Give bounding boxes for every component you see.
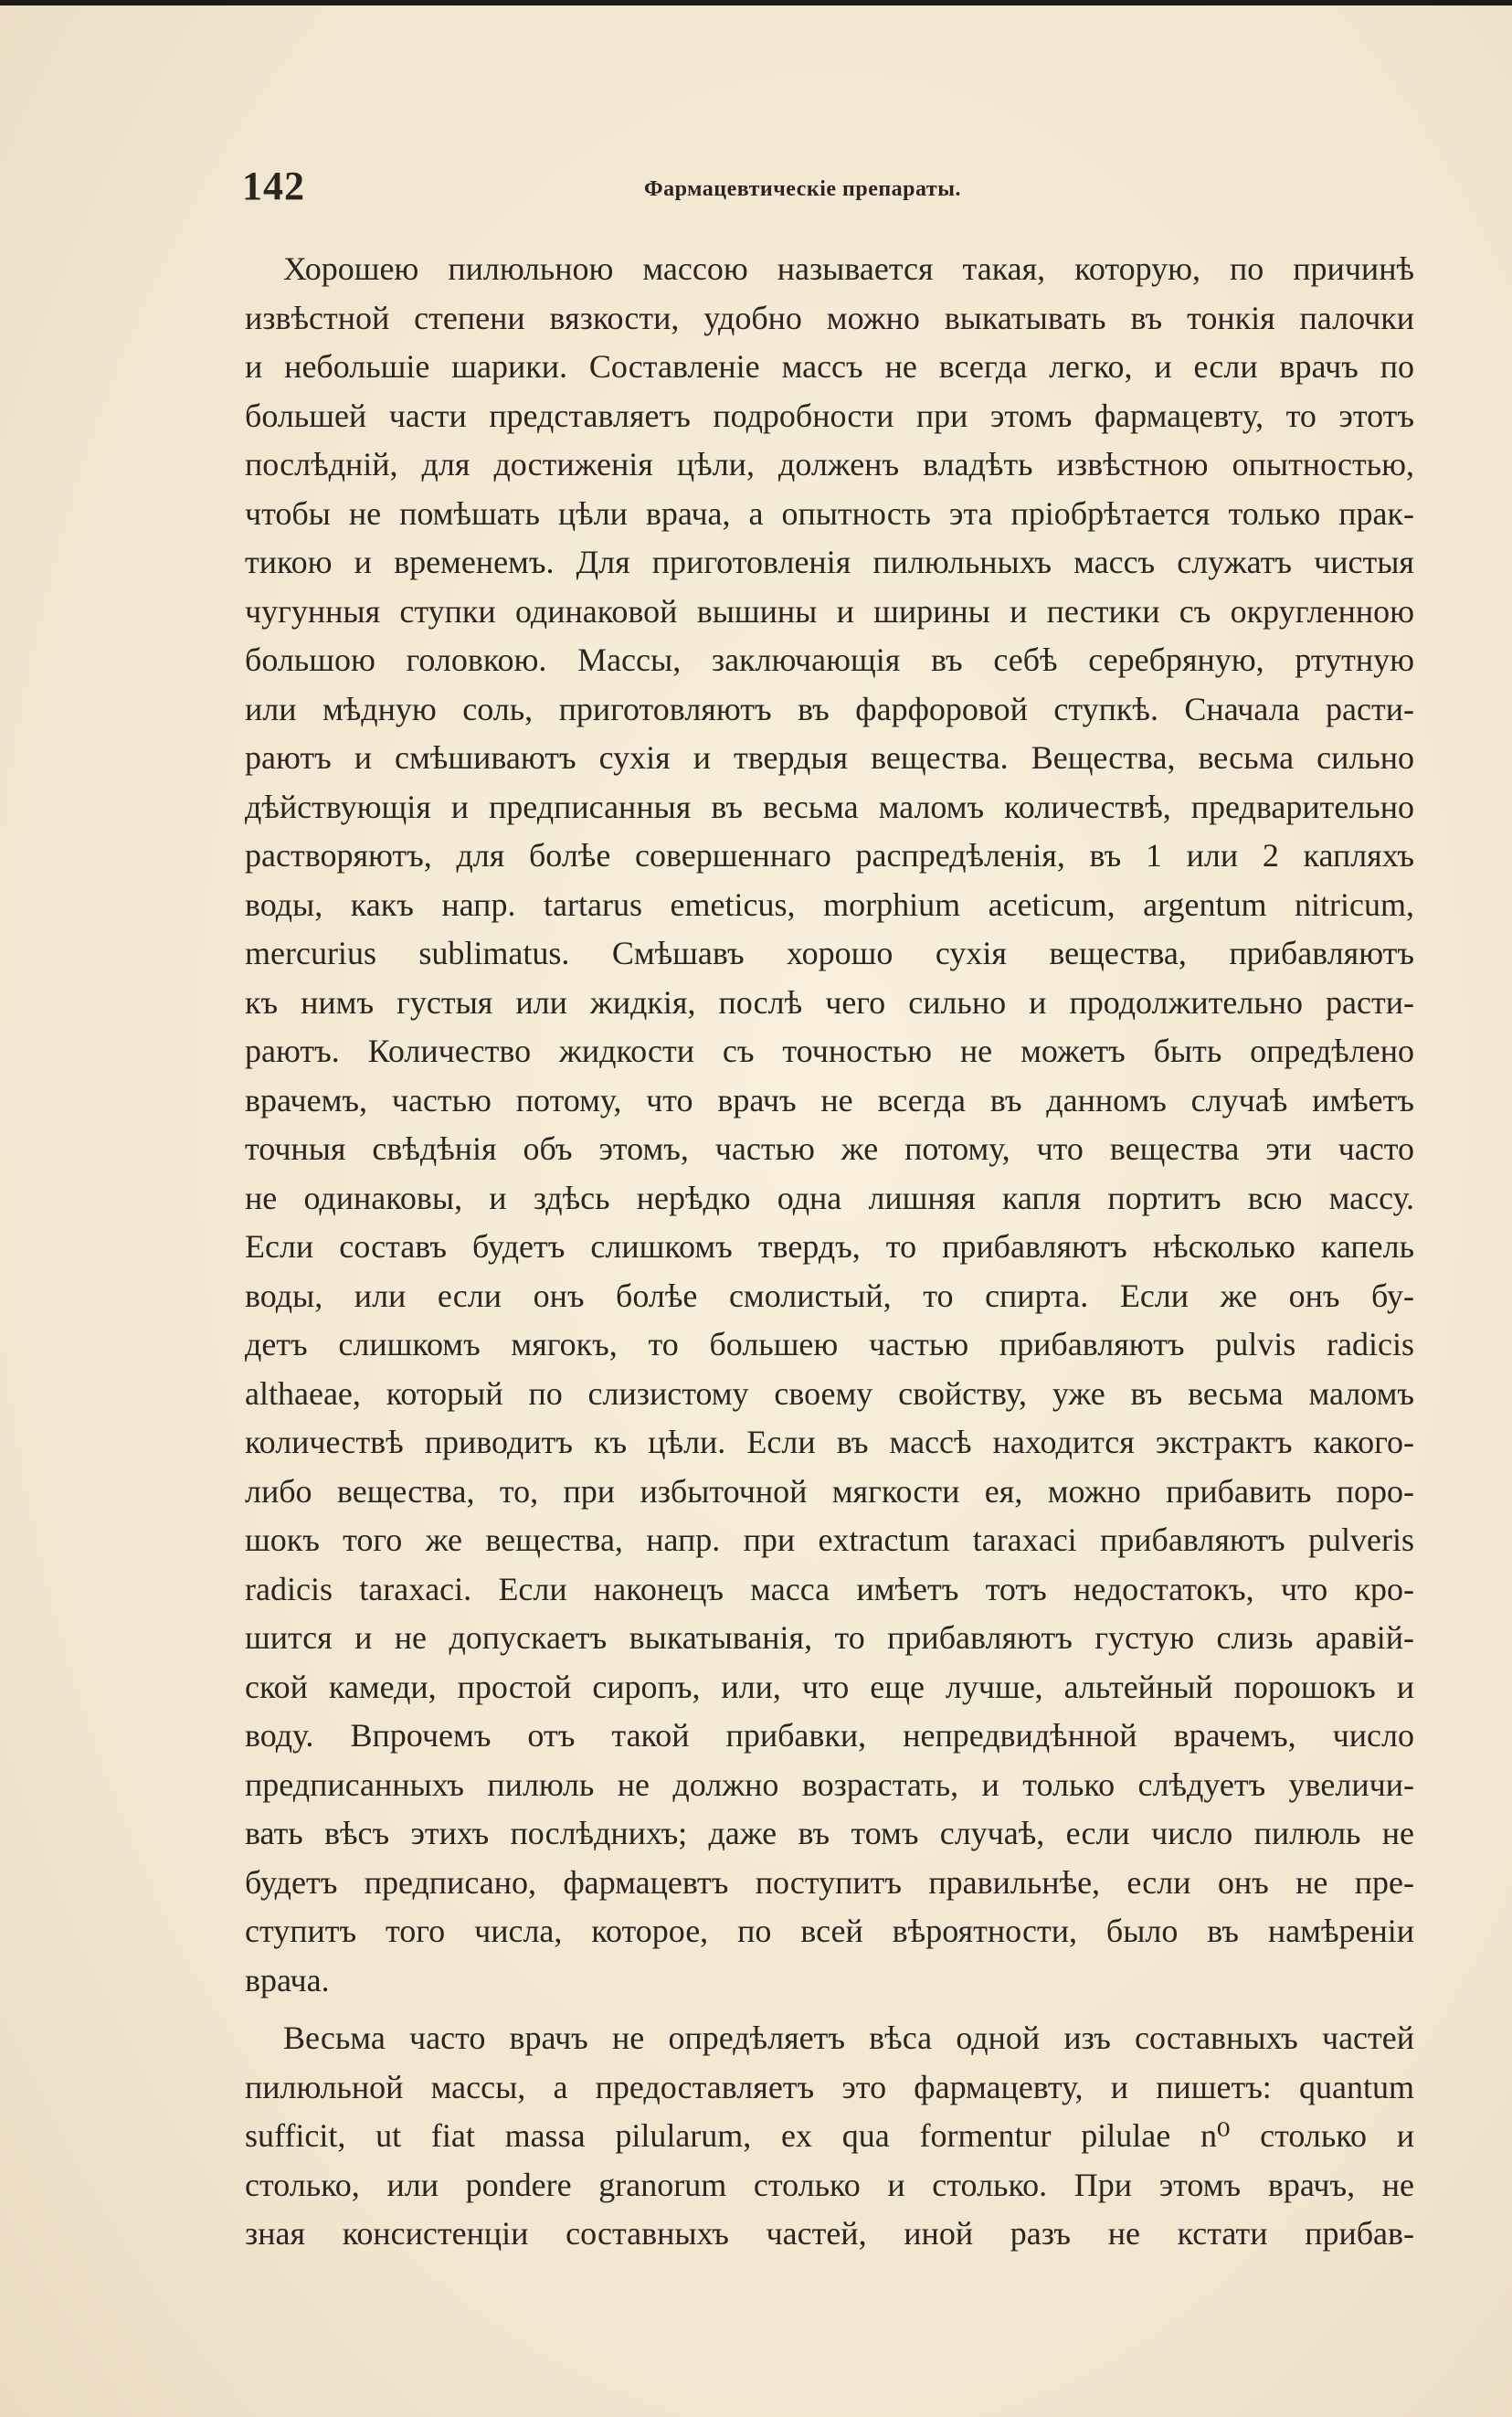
text-line: раютъ и смѣшиваютъ сухiя и твердыя вещества. Вещества, весьма сильно	[245, 739, 1414, 776]
text-line: mercurius sublimatus. Смѣшавъ хорошо сухiя вещества, прибавляютъ	[245, 935, 1414, 971]
paragraph	[245, 2014, 1414, 2259]
text-line: извѣстной степени вязкости, удобно можно выкатывать въ тонкiя палочки	[245, 299, 1414, 336]
text-line: воду. Впрочемъ отъ такой прибавки, непредвидѣнной врачемъ, число	[245, 1717, 1414, 1754]
text-line: чугунныя ступки одинаковой вышины и ширины и пестики съ округленною	[245, 592, 1414, 630]
text-line: большою головкою. Массы, заключающiя въ себѣ серебряную, ртутную	[245, 641, 1414, 678]
text-line: althaeae, который по слизистому своему свойству, уже въ весьма маломъ	[245, 1374, 1414, 1412]
text-line: количествѣ приводитъ къ цѣли. Если въ массѣ находится экстрактъ какого-	[245, 1424, 1414, 1460]
text-line: раютъ. Количество жидкости съ точностью не можетъ быть опредѣлено	[245, 1033, 1414, 1069]
text-line: къ нимъ густыя или жидкiя, послѣ чего сильно и продолжительно расти-	[245, 983, 1414, 1021]
text-line: растворяютъ, для болѣе совершеннаго распредѣленiя, въ 1 или 2 капляхъ	[245, 837, 1414, 874]
text-line: не одинаковы, и здѣсь нерѣдко одна лишняя капля портитъ всю массу.	[245, 1179, 1414, 1216]
text-line: будетъ предписано, фармацевтъ поступитъ правильнѣе, если онъ не пре-	[245, 1863, 1414, 1901]
page-header	[242, 163, 1293, 217]
text-line: дѣйствующiя и предписанныя въ весьма маломъ количествѣ, предварительно	[245, 788, 1414, 825]
text-line: и небольшiе шарики. Составленiе массъ не всегда легко, и если врачъ по	[245, 348, 1414, 385]
text-line: воды, какъ напр. tartarus emeticus, morphium aceticum, argentum nitricum,	[245, 885, 1414, 923]
text-line: либо вещества, то, при избыточной мягкости ея, можно прибавить поро-	[245, 1472, 1414, 1510]
text-line: послѣднiй, для достиженiя цѣли, долженъ владѣть извѣстною опытностью,	[245, 446, 1414, 482]
text-line: или мѣдную соль, приготовляютъ въ фарфоровой ступкѣ. Сначала расти-	[245, 690, 1414, 727]
text-line: шокъ того же вещества, напр. при extractum taraxaci прибавляютъ pulveris	[245, 1521, 1414, 1558]
text-line: radicis taraxaci. Если наконецъ масса имѣетъ тотъ недостатокъ, что кро-	[245, 1570, 1414, 1607]
paragraph	[245, 245, 1414, 2005]
text-line: пилюльной массы, а предоставляетъ это фармацевту, и пишетъ: quantum	[245, 2068, 1414, 2105]
text-line: детъ слишкомъ мягокъ, то большею частью прибавляютъ pulvis radicis	[245, 1326, 1414, 1362]
page-number: 142	[242, 164, 305, 208]
running-head: Фармацевтическiе препараты.	[644, 177, 961, 201]
page-top-edge	[0, 0, 1512, 5]
text-line: зная консистенцiи составныхъ частей, иной разъ не кстати прибав-	[245, 2215, 1414, 2252]
text-line: большей части представляетъ подробности при этомъ фармацевту, то этотъ	[245, 397, 1414, 434]
text-line: шится и не допускаетъ выкатыванiя, то прибавляютъ густую слизь аравiй-	[245, 1619, 1414, 1656]
text-line: вать вѣсъ этихъ послѣднихъ; даже въ томъ случаѣ, если число пилюль не	[245, 1815, 1414, 1851]
text-line: врача.	[245, 1961, 330, 1998]
text-line: Если составъ будетъ слишкомъ твердъ, то прибавляютъ нѣсколько капель	[245, 1228, 1414, 1265]
text-line: столько, или pondere granorum столько и столько. При этомъ врачъ, не	[245, 2166, 1414, 2203]
text-line: тикою и временемъ. Для приготовленiя пилюльныхъ массъ служатъ чистыя	[245, 544, 1414, 580]
text-line: воды, или если онъ болѣе смолистый, то спирта. Если же онъ бу-	[245, 1277, 1414, 1314]
text-line: ступитъ того числа, которое, по всей вѣроятности, было въ намѣренiи	[245, 1913, 1414, 1949]
text-line: Весьма часто врачъ не опредѣляетъ вѣса одной изъ составныхъ частей	[283, 2019, 1414, 2056]
text-line: ской камеди, простой сиропъ, или, что еще лучше, альтейный порошокъ и	[245, 1668, 1414, 1705]
text-line: sufficit, ut fiat massa pilularum, ex qua formentur pilulae n⁰ столько и	[245, 2117, 1414, 2154]
text-line: предписанныхъ пилюль не должно возрастать, и только слѣдуетъ увеличи-	[245, 1765, 1414, 1803]
text-line: Хорошею пилюльною массою называется такая, которую, по причинѣ	[283, 250, 1414, 287]
text-line: врачемъ, частью потому, что врачъ не всегда въ данномъ случаѣ имѣетъ	[245, 1081, 1414, 1118]
text-line: чтобы не помѣшать цѣли врача, а опытность эта прiобрѣтается только прак-	[245, 494, 1414, 532]
body-text	[245, 245, 1414, 2259]
text-line: точныя свѣдѣнiя объ этомъ, частью же потому, что вещества эти часто	[245, 1130, 1414, 1167]
